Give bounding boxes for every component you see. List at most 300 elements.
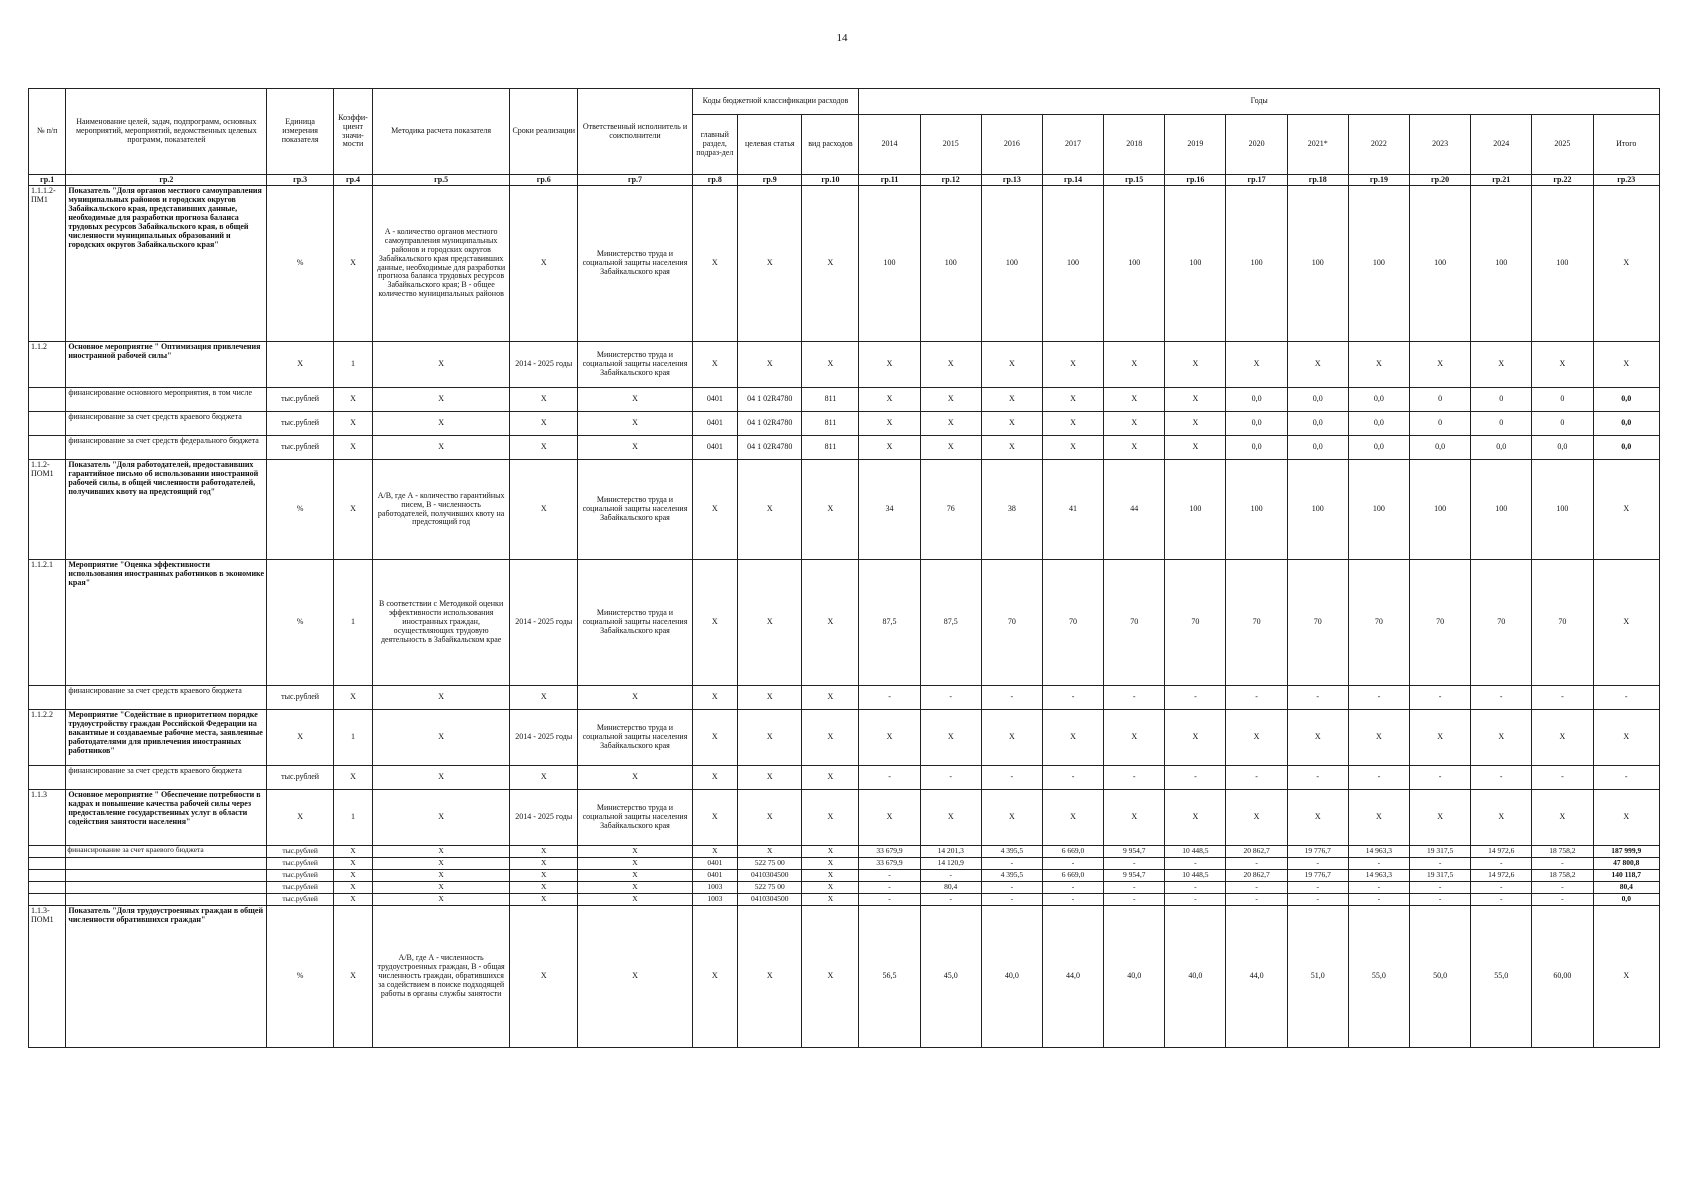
table-cell: X: [510, 894, 578, 906]
table-cell: X: [859, 436, 920, 460]
table-cell: 0401: [692, 870, 738, 882]
table-cell: -: [859, 686, 920, 710]
table-cell: X: [1593, 710, 1659, 766]
table-cell: 522 75 00: [738, 858, 802, 870]
table-row: [29, 460, 1660, 560]
table-cell: 70: [1165, 560, 1226, 686]
table-cell: X: [1287, 342, 1348, 388]
table-cell: -: [1287, 858, 1348, 870]
table-cell: X: [510, 906, 578, 1048]
table-cell: Министерство труда и социальной защиты населения Забайкальского края: [578, 710, 692, 766]
table-cell: X: [1165, 388, 1226, 412]
header-codes: Коды бюджетной классификации расходов: [692, 89, 859, 115]
table-cell: 100: [1532, 186, 1593, 342]
table-cell: X: [738, 686, 802, 710]
table-cell: -: [1348, 882, 1409, 894]
table-cell: 20 862,7: [1226, 870, 1287, 882]
table-cell: X: [373, 766, 510, 790]
table-cell: X: [1226, 342, 1287, 388]
table-cell: X: [333, 846, 372, 858]
table-cell: 100: [1471, 186, 1532, 342]
row-number: 1.1.2.2: [29, 710, 66, 766]
table-cell: 140 118,7: [1593, 870, 1659, 882]
table-cell: X: [859, 710, 920, 766]
row-number: 1.1.3-ПОМ1: [29, 906, 66, 1048]
table-cell: 70: [1287, 560, 1348, 686]
table-cell: 811: [802, 388, 859, 412]
table-cell: тыс.рублей: [267, 412, 333, 436]
table-cell: 6 669,0: [1042, 846, 1103, 858]
table-cell: -: [1348, 686, 1409, 710]
table-cell: X: [859, 388, 920, 412]
table-cell: X: [267, 710, 333, 766]
header-year: 2015: [920, 115, 981, 175]
header-code-target: целевая статья: [738, 115, 802, 175]
table-cell: -: [1104, 686, 1165, 710]
table-cell: X: [373, 870, 510, 882]
header-terms: Сроки реализации: [510, 89, 578, 175]
table-cell: 47 800,8: [1593, 858, 1659, 870]
table-cell: X: [510, 412, 578, 436]
row-number: [29, 686, 66, 710]
table-cell: 0: [1410, 412, 1471, 436]
table-cell: Министерство труда и социальной защиты населения Забайкальского края: [578, 790, 692, 846]
table-cell: -: [1104, 766, 1165, 790]
table-cell: В соответствии с Методикой оценки эффективности использования иностранных граждан, осуществляющих трудовую деятельность в Забайкальском крае: [373, 560, 510, 686]
table-cell: X: [1287, 710, 1348, 766]
table-cell: X: [373, 882, 510, 894]
table-cell: 100: [920, 186, 981, 342]
row-name: финансирование за счет средств краевого бюджета: [66, 412, 267, 436]
table-cell: -: [1104, 894, 1165, 906]
table-cell: X: [692, 460, 738, 560]
table-cell: 6 669,0: [1042, 870, 1103, 882]
table-cell: X: [920, 790, 981, 846]
table-cell: X: [802, 858, 859, 870]
table-cell: 100: [1471, 460, 1532, 560]
table-cell: X: [802, 882, 859, 894]
table-row: [29, 870, 1660, 882]
table-cell: -: [1042, 766, 1103, 790]
table-cell: 76: [920, 460, 981, 560]
group-cell: гр.22: [1532, 175, 1593, 186]
table-row: [29, 186, 1660, 342]
table-cell: X: [1042, 710, 1103, 766]
table-cell: X: [1532, 790, 1593, 846]
table-cell: X: [510, 882, 578, 894]
table-cell: X: [333, 858, 372, 870]
row-name: Мероприятие "Содействие в приоритетном порядке трудоустройству граждан Российской Федерации на вакантные и создаваемые рабочие места, заявленные работодателями для привлечения иностранных работников": [66, 710, 267, 766]
table-cell: X: [802, 906, 859, 1048]
table-cell: X: [981, 436, 1042, 460]
header-year: 2018: [1104, 115, 1165, 175]
table-cell: 19 317,5: [1410, 846, 1471, 858]
table-cell: 0410304500: [738, 870, 802, 882]
row-number: [29, 894, 66, 906]
row-number: [29, 436, 66, 460]
table-cell: 9 954,7: [1104, 870, 1165, 882]
table-row: [29, 766, 1660, 790]
table-cell: X: [510, 766, 578, 790]
table-row: [29, 560, 1660, 686]
table-cell: тыс.рублей: [267, 894, 333, 906]
header-year: 2017: [1042, 115, 1103, 175]
table-cell: 4 395,5: [981, 846, 1042, 858]
row-number: 1.1.3: [29, 790, 66, 846]
table-cell: X: [1104, 342, 1165, 388]
header-num: № п/п: [29, 89, 66, 175]
table-cell: X: [510, 388, 578, 412]
table-cell: X: [578, 766, 692, 790]
table-cell: 14 972,6: [1471, 846, 1532, 858]
group-cell: гр.7: [578, 175, 692, 186]
table-cell: X: [1593, 342, 1659, 388]
program-table: [28, 88, 1660, 1048]
table-cell: -: [1410, 882, 1471, 894]
table-cell: -: [1042, 894, 1103, 906]
table-cell: X: [1042, 342, 1103, 388]
table-cell: тыс.рублей: [267, 686, 333, 710]
table-cell: 100: [1287, 460, 1348, 560]
group-cell: гр.10: [802, 175, 859, 186]
table-cell: -: [920, 686, 981, 710]
table-cell: -: [1471, 894, 1532, 906]
group-cell: гр.21: [1471, 175, 1532, 186]
table-cell: 0: [1410, 388, 1471, 412]
table-cell: X: [578, 436, 692, 460]
table-cell: X: [1410, 710, 1471, 766]
table-cell: X: [578, 686, 692, 710]
table-cell: X: [738, 906, 802, 1048]
header-year: 2016: [981, 115, 1042, 175]
table-cell: -: [1348, 894, 1409, 906]
table-cell: -: [1042, 882, 1103, 894]
table-cell: 0,0: [1287, 436, 1348, 460]
header-name: Наименование целей, задач, подпрограмм, основных мероприятий, мероприятий, ведомственных целевых программ, показателей: [66, 89, 267, 175]
table-cell: X: [1348, 342, 1409, 388]
table-cell: X: [802, 870, 859, 882]
table-cell: 1003: [692, 894, 738, 906]
table-cell: X: [692, 766, 738, 790]
group-cell: гр.11: [859, 175, 920, 186]
table-cell: %: [267, 186, 333, 342]
table-cell: -: [1532, 882, 1593, 894]
group-cell: гр.8: [692, 175, 738, 186]
table-cell: 70: [1042, 560, 1103, 686]
table-cell: 0,0: [1410, 436, 1471, 460]
table-cell: X: [859, 342, 920, 388]
table-cell: тыс.рублей: [267, 388, 333, 412]
table-cell: X: [738, 846, 802, 858]
table-cell: X: [510, 870, 578, 882]
table-cell: 70: [981, 560, 1042, 686]
table-cell: X: [578, 882, 692, 894]
group-cell: гр.14: [1042, 175, 1103, 186]
table-cell: X: [1104, 790, 1165, 846]
table-cell: 33 679,9: [859, 858, 920, 870]
table-cell: X: [981, 412, 1042, 436]
table-cell: 100: [1348, 186, 1409, 342]
table-cell: -: [1165, 858, 1226, 870]
table-cell: 100: [1532, 460, 1593, 560]
row-name: Показатель "Доля органов местного самоуправления муниципальных районов и городских округов Забайкальского края, представивших данные, необходимые для разработки прогноза баланса трудовых ресурсов Забайкальского края, в общей численности муниципальных образований и городских округов Забайкальского края": [66, 186, 267, 342]
table-cell: X: [920, 342, 981, 388]
table-cell: X: [510, 186, 578, 342]
table-cell: 87,5: [920, 560, 981, 686]
table-cell: 100: [1165, 460, 1226, 560]
table-cell: 44,0: [1042, 906, 1103, 1048]
table-cell: 40,0: [1104, 906, 1165, 1048]
table-cell: X: [510, 846, 578, 858]
table-cell: X: [1593, 906, 1659, 1048]
table-cell: X: [578, 846, 692, 858]
table-cell: 4 395,5: [981, 870, 1042, 882]
table-cell: 70: [1104, 560, 1165, 686]
table-cell: X: [373, 412, 510, 436]
group-cell: гр.23: [1593, 175, 1659, 186]
table-cell: X: [1593, 186, 1659, 342]
row-name: Основное мероприятие " Оптимизация привлечения иностранной рабочей силы": [66, 342, 267, 388]
header-year: 2019: [1165, 115, 1226, 175]
table-cell: 811: [802, 436, 859, 460]
table-cell: X: [1593, 560, 1659, 686]
table-cell: 1: [333, 790, 372, 846]
table-cell: 0: [1471, 412, 1532, 436]
table-cell: 0: [1471, 388, 1532, 412]
table-cell: 10 448,5: [1165, 870, 1226, 882]
table-cell: -: [859, 766, 920, 790]
table-cell: 100: [1348, 460, 1409, 560]
table-cell: 50,0: [1410, 906, 1471, 1048]
table-cell: -: [1593, 766, 1659, 790]
table-cell: X: [1042, 790, 1103, 846]
table-cell: 100: [1287, 186, 1348, 342]
table-cell: 14 201,3: [920, 846, 981, 858]
table-cell: 0,0: [1532, 436, 1593, 460]
table-row: [29, 894, 1660, 906]
table-cell: 18 758,2: [1532, 846, 1593, 858]
table-cell: X: [738, 342, 802, 388]
table-cell: X: [981, 342, 1042, 388]
group-cell: гр.20: [1410, 175, 1471, 186]
table-cell: 2014 - 2025 годы: [510, 710, 578, 766]
table-cell: X: [981, 710, 1042, 766]
table-row: [29, 710, 1660, 766]
page-number: 14: [836, 32, 848, 44]
row-number: [29, 388, 66, 412]
row-name: финансирование за счет средств федерального бюджета: [66, 436, 267, 460]
table-cell: -: [1104, 858, 1165, 870]
table-row: [29, 436, 1660, 460]
header-year: 2020: [1226, 115, 1287, 175]
table-cell: Министерство труда и социальной защиты населения Забайкальского края: [578, 560, 692, 686]
table-row: [29, 686, 1660, 710]
table-cell: X: [1348, 710, 1409, 766]
table-cell: X: [692, 710, 738, 766]
table-cell: X: [802, 894, 859, 906]
table-cell: X: [1165, 710, 1226, 766]
table-cell: -: [920, 894, 981, 906]
table-cell: %: [267, 906, 333, 1048]
row-number: [29, 766, 66, 790]
table-cell: X: [373, 436, 510, 460]
table-cell: X: [373, 710, 510, 766]
table-cell: -: [981, 882, 1042, 894]
header-year: 2022: [1348, 115, 1409, 175]
table-cell: -: [1287, 686, 1348, 710]
table-cell: X: [692, 186, 738, 342]
table-cell: тыс.рублей: [267, 858, 333, 870]
table-cell: А/В, где А - количество гарантийных писем, В - численность работодателей, получивших квоту на предстоящий год: [373, 460, 510, 560]
group-cell: гр.13: [981, 175, 1042, 186]
row-number: [29, 412, 66, 436]
table-cell: -: [1226, 766, 1287, 790]
table-cell: 70: [1532, 560, 1593, 686]
table-cell: -: [1410, 766, 1471, 790]
table-row: [29, 342, 1660, 388]
table-cell: 51,0: [1287, 906, 1348, 1048]
table-cell: Министерство труда и социальной защиты населения Забайкальского края: [578, 460, 692, 560]
table-cell: 1: [333, 560, 372, 686]
table-cell: 33 679,9: [859, 846, 920, 858]
header-year: 2025: [1532, 115, 1593, 175]
table-cell: -: [1226, 882, 1287, 894]
table-cell: X: [1104, 412, 1165, 436]
table-cell: X: [1104, 710, 1165, 766]
table-cell: 70: [1471, 560, 1532, 686]
table-cell: 19 776,7: [1287, 846, 1348, 858]
table-cell: X: [692, 846, 738, 858]
table-cell: 100: [1410, 186, 1471, 342]
table-cell: 1: [333, 342, 372, 388]
table-cell: X: [578, 906, 692, 1048]
table-cell: X: [333, 882, 372, 894]
table-cell: X: [981, 388, 1042, 412]
table-cell: -: [1410, 858, 1471, 870]
table-cell: X: [738, 790, 802, 846]
table-cell: X: [738, 766, 802, 790]
table-cell: -: [1471, 766, 1532, 790]
table-cell: X: [920, 710, 981, 766]
table-cell: 70: [1226, 560, 1287, 686]
table-cell: 04 1 02R4780: [738, 436, 802, 460]
table-row: [29, 388, 1660, 412]
table-cell: X: [859, 790, 920, 846]
table-cell: 100: [1226, 186, 1287, 342]
table-cell: X: [333, 894, 372, 906]
header-year: 2014: [859, 115, 920, 175]
table-cell: X: [738, 560, 802, 686]
row-name: Показатель "Доля работодателей, предоставивших гарантийное письмо об использовании иностранной рабочей силы, в общей численности работодателей, получивших квоту на предстоящий год": [66, 460, 267, 560]
table-cell: -: [981, 766, 1042, 790]
table-cell: X: [578, 858, 692, 870]
group-cell: гр.2: [66, 175, 267, 186]
table-cell: -: [920, 870, 981, 882]
table-cell: 44: [1104, 460, 1165, 560]
group-cell: гр.17: [1226, 175, 1287, 186]
table-cell: X: [373, 790, 510, 846]
table-cell: X: [333, 186, 372, 342]
row-number: [29, 846, 66, 858]
table-cell: X: [373, 846, 510, 858]
table-cell: 40,0: [1165, 906, 1226, 1048]
table-cell: тыс.рублей: [267, 846, 333, 858]
table-cell: тыс.рублей: [267, 766, 333, 790]
table-cell: -: [981, 686, 1042, 710]
table-cell: 0401: [692, 388, 738, 412]
group-cell: гр.12: [920, 175, 981, 186]
table-cell: X: [578, 388, 692, 412]
header-code-type: вид расходов: [802, 115, 859, 175]
header-years-title: Годы: [859, 89, 1660, 115]
table-cell: X: [1471, 710, 1532, 766]
table-cell: 2014 - 2025 годы: [510, 342, 578, 388]
table-cell: 100: [1042, 186, 1103, 342]
table-cell: -: [1042, 686, 1103, 710]
table-cell: 0: [1532, 388, 1593, 412]
table-cell: -: [859, 870, 920, 882]
row-number: 1.1.2-ПОМ1: [29, 460, 66, 560]
row-name: Основное мероприятие " Обеспечение потребности в кадрах и повышение качества рабочей силы через предоставление государственных услуг в области содействия занятости населения": [66, 790, 267, 846]
table-cell: 0,0: [1226, 436, 1287, 460]
table-cell: X: [1042, 388, 1103, 412]
table-row: [29, 882, 1660, 894]
group-cell: гр.18: [1287, 175, 1348, 186]
group-cell: гр.3: [267, 175, 333, 186]
table-cell: X: [333, 906, 372, 1048]
table-cell: 0,0: [1226, 412, 1287, 436]
table-cell: X: [1532, 342, 1593, 388]
table-cell: 0401: [692, 412, 738, 436]
table-cell: 87,5: [859, 560, 920, 686]
header-year: 2021*: [1287, 115, 1348, 175]
header-total: Итого: [1593, 115, 1659, 175]
table-cell: -: [1532, 766, 1593, 790]
table-cell: 55,0: [1471, 906, 1532, 1048]
table-cell: 14 963,3: [1348, 846, 1409, 858]
table-cell: 04 1 02R4780: [738, 412, 802, 436]
table-cell: -: [1532, 894, 1593, 906]
table-cell: X: [1410, 790, 1471, 846]
table-cell: X: [1104, 436, 1165, 460]
table-cell: X: [802, 846, 859, 858]
table-cell: X: [333, 460, 372, 560]
table-cell: -: [1532, 858, 1593, 870]
header-unit: Единица измерения показателя: [267, 89, 333, 175]
row-number: [29, 858, 66, 870]
table-cell: 70: [1410, 560, 1471, 686]
group-cell: гр.19: [1348, 175, 1409, 186]
table-cell: 0,0: [1593, 894, 1659, 906]
table-cell: X: [1165, 436, 1226, 460]
table-cell: 04 1 02R4780: [738, 388, 802, 412]
table-cell: X: [1165, 790, 1226, 846]
table-cell: -: [1165, 894, 1226, 906]
table-cell: -: [859, 882, 920, 894]
table-cell: X: [373, 858, 510, 870]
table-cell: X: [333, 870, 372, 882]
table-cell: 0,0: [1348, 412, 1409, 436]
table-cell: X: [1348, 790, 1409, 846]
table-row: [29, 906, 1660, 1048]
row-name: финансирование основного мероприятия, в том числе: [66, 388, 267, 412]
table-cell: X: [267, 342, 333, 388]
row-number: [29, 882, 66, 894]
table-cell: X: [802, 186, 859, 342]
table-cell: X: [692, 686, 738, 710]
table-cell: X: [738, 186, 802, 342]
row-name: Показатель "Доля трудоустроенных граждан в общей численности обратившихся граждан": [66, 906, 267, 1048]
